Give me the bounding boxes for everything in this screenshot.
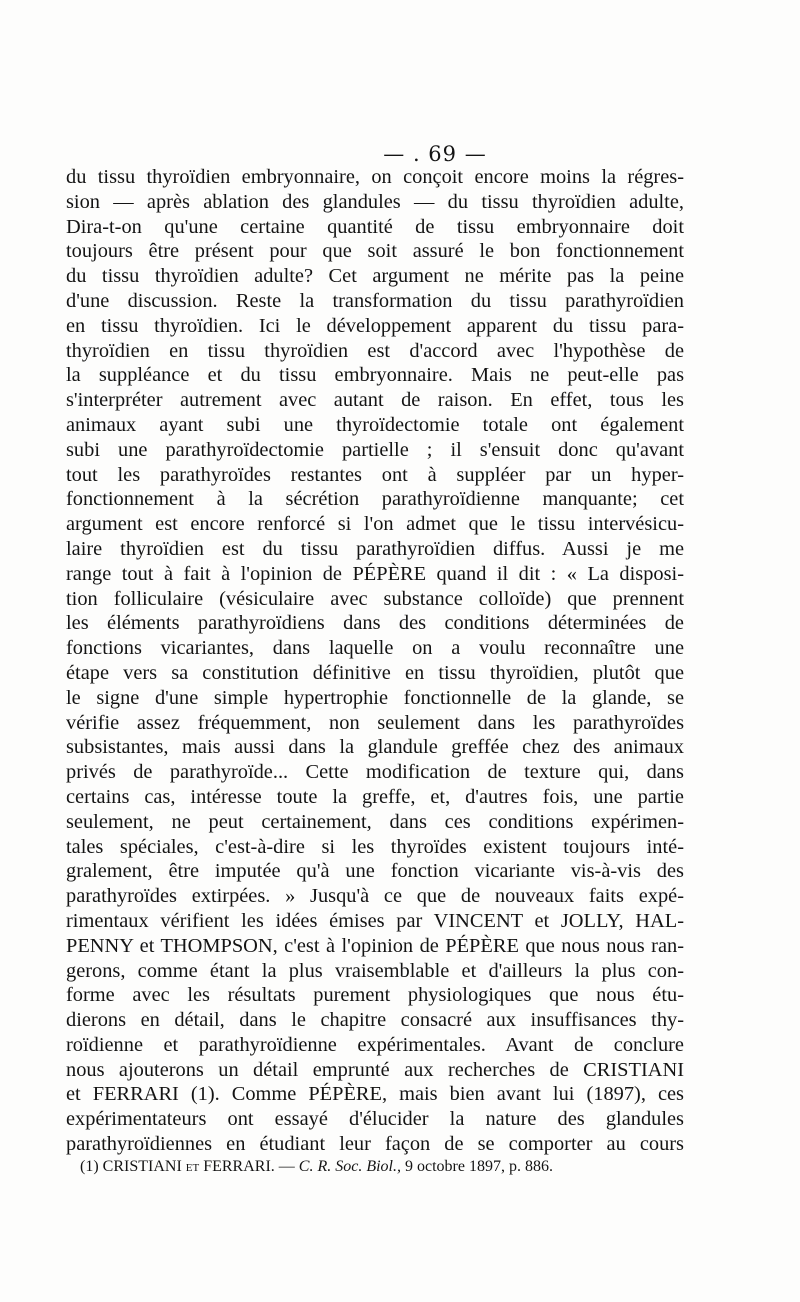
text-line: tales spéciales, c'est-à-dire si les thyroïdes existent toujours inté- — [66, 835, 684, 858]
text-line: expérimentateurs ont essayé d'élucider la nature des glandules — [66, 1108, 684, 1131]
text-line: certains cas, intéresse toute la greffe, et, d'autres fois, une partie — [66, 785, 684, 808]
footnote — [80, 1158, 700, 1176]
text-line: et FERRARI (1). Comme PÉPÈRE, mais bien avant lui (1897), ces — [66, 1083, 684, 1106]
text-line: du tissu thyroïdien adulte? Cet argument ne mérite pas la peine — [66, 265, 684, 288]
text-line: parathyroïdiennes en étudiant leur façon de se comporter au cours — [66, 1133, 684, 1156]
footnote-journal: C. R. Soc. Biol., — [298, 1158, 401, 1175]
footnote-marker: (1) — [80, 1158, 99, 1175]
text-line: laire thyroïdien est du tissu parathyroïdien diffus. Aussi je me — [66, 537, 684, 560]
text-line: sion — après ablation des glandules — du tissu thyroïdien adulte, — [66, 190, 684, 213]
page-number: — . 69 — — [383, 142, 487, 166]
text-line: en tissu thyroïdien. Ici le développement apparent du tissu para- — [66, 314, 684, 337]
text-line: gralement, être imputée qu'à une fonction vicariante vis-à-vis des — [66, 860, 684, 883]
text-line: subi une parathyroïdectomie partielle ; il s'ensuit donc qu'avant — [66, 438, 684, 461]
text-line: fonctionnement à la sécrétion parathyroïdienne manquante; cet — [66, 488, 684, 511]
text-line: subsistantes, mais aussi dans la glandule greffée chez des animaux — [66, 736, 684, 759]
text-line: range tout à fait à l'opinion de PÉPÈRE quand il dit : « La disposi- — [66, 562, 684, 585]
text-line: étape vers sa constitution définitive en tissu thyroïdien, plutôt que — [66, 661, 684, 684]
text-line: du tissu thyroïdien embryonnaire, on conçoit encore moins la régres- — [66, 166, 684, 188]
text-line: privés de parathyroïde... Cette modification de texture qui, dans — [66, 761, 684, 784]
text-line: tion folliculaire (vésiculaire avec substance colloïde) que prennent — [66, 587, 684, 610]
text-line: les éléments parathyroïdiens dans des conditions déterminées de — [66, 612, 684, 635]
text-line: d'une discussion. Reste la transformation du tissu parathyroïdien — [66, 289, 684, 312]
text-line: roïdienne et parathyroïdienne expérimentales. Avant de conclure — [66, 1033, 684, 1056]
text-line: rimentaux vérifient les idées émises par VINCENT et JOLLY, HAL- — [66, 909, 684, 932]
text-line: PENNY et THOMPSON, c'est à l'opinion de PÉPÈRE que nous nous ran- — [66, 934, 684, 957]
text-line: s'interpréter autrement avec autant de raison. En effet, tous les — [66, 389, 684, 412]
text-line: argument est encore renforcé si l'on admet que le tissu intervésicu- — [66, 513, 684, 536]
text-line: tout les parathyroïdes restantes ont à suppléer par un hyper- — [66, 463, 684, 486]
text-line: vérifie assez fréquemment, non seulement dans les parathyroïdes — [66, 711, 684, 734]
text-line: forme avec les résultats purement physiologiques que nous étu- — [66, 984, 684, 1007]
body-text — [66, 165, 684, 1157]
footnote-details: 9 octobre 1897, p. 886. — [405, 1158, 553, 1175]
text-line: la suppléance et du tissu embryonnaire. Mais ne peut-elle pas — [66, 364, 684, 387]
footnote-authors: CRISTIANI et FERRARI. — — [102, 1158, 295, 1175]
text-line: nous ajouterons un détail emprunté aux recherches de CRISTIANI — [66, 1058, 684, 1081]
text-line: dierons en détail, dans le chapitre consacré aux insuffisances thy- — [66, 1009, 684, 1032]
text-line: Dira-t-on qu'une certaine quantité de tissu embryonnaire doit — [66, 215, 684, 238]
text-line: toujours être présent pour que soit assuré le bon fonctionnement — [66, 240, 684, 263]
text-line: gerons, comme étant la plus vraisemblable et d'ailleurs la plus con- — [66, 959, 684, 982]
text-line: fonctions vicariantes, dans laquelle on a voulu reconnaître une — [66, 637, 684, 660]
text-line: thyroïdien en tissu thyroïdien est d'accord avec l'hypothèse de — [66, 339, 684, 362]
text-line: le signe d'une simple hypertrophie fonctionnelle de la glande, se — [66, 686, 684, 709]
text-line: seulement, ne peut certainement, dans ces conditions expérimen- — [66, 810, 684, 833]
text-line: parathyroïdes extirpées. » Jusqu'à ce que de nouveaux faits expé- — [66, 885, 684, 908]
text-line: animaux ayant subi une thyroïdectomie totale ont également — [66, 413, 684, 436]
